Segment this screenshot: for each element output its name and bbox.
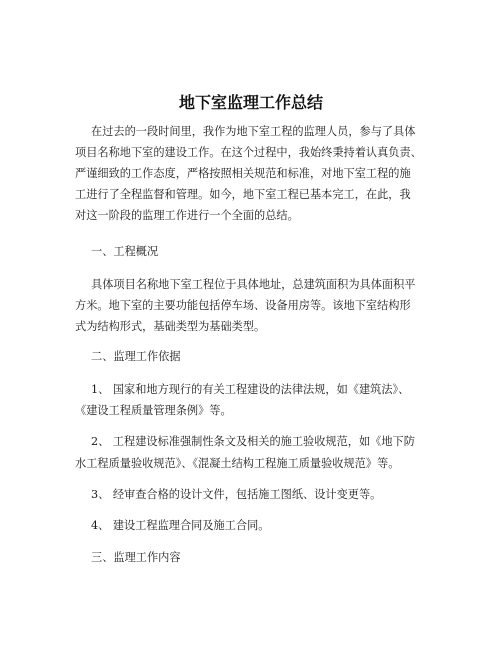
basis-item-1-line-1: 1、 国家和地方现行的有关工程建设的法律法规，如《建筑法》、 — [91, 383, 410, 396]
paragraph-intro-line-1: 在过去的一段时间里，我作为地下室工程的监理人员，参与了具体 — [91, 125, 416, 138]
paragraph-overview-line-3: 式为结构形式，基础类型为基础类型。 — [75, 320, 266, 333]
document-title: 地下室监理工作总结 — [178, 93, 323, 112]
section-heading-overview: 一、工程概况 — [91, 245, 159, 258]
basis-item-3: 3、 经审查合格的设计文件，包括施工图纸、设计变更等。 — [91, 488, 382, 501]
paragraph-intro-line-3: 严谨细致的工作态度，严格按照相关规范和标准，对地下室工程的施 — [75, 167, 411, 180]
paragraph-intro-line-5: 对这一阶段的监理工作进行一个全面的总结。 — [75, 209, 299, 222]
section-heading-content: 三、监理工作内容 — [91, 551, 181, 564]
basis-item-1-line-2: 《建设工程质量管理条例》等。 — [75, 404, 232, 417]
section-heading-basis: 二、监理工作依据 — [91, 350, 181, 363]
basis-item-2-line-1: 2、 工程建设标准强制性条文及相关的施工验收规范，如《地下防 — [91, 435, 415, 448]
basis-item-2-line-2: 水工程质量验收规范》、《混凝土结构工程施工质量验收规范》等。 — [75, 457, 400, 470]
basis-item-4: 4、 建设工程监理合同及施工合同。 — [91, 519, 270, 532]
paragraph-overview-line-2: 方米。地下室的主要功能包括停车场、设备用房等。该地下室结构形 — [75, 299, 411, 312]
paragraph-intro-line-2: 项目名称地下室的建设工作。在这个过程中，我始终秉持着认真负责、 — [75, 146, 422, 159]
paragraph-overview-line-1: 具体项目名称地下室工程位于具体地址，总建筑面积为具体面积平 — [91, 278, 416, 291]
paragraph-intro-line-4: 工进行了全程监督和管理。如今，地下室工程已基本完工，在此，我 — [75, 188, 411, 201]
